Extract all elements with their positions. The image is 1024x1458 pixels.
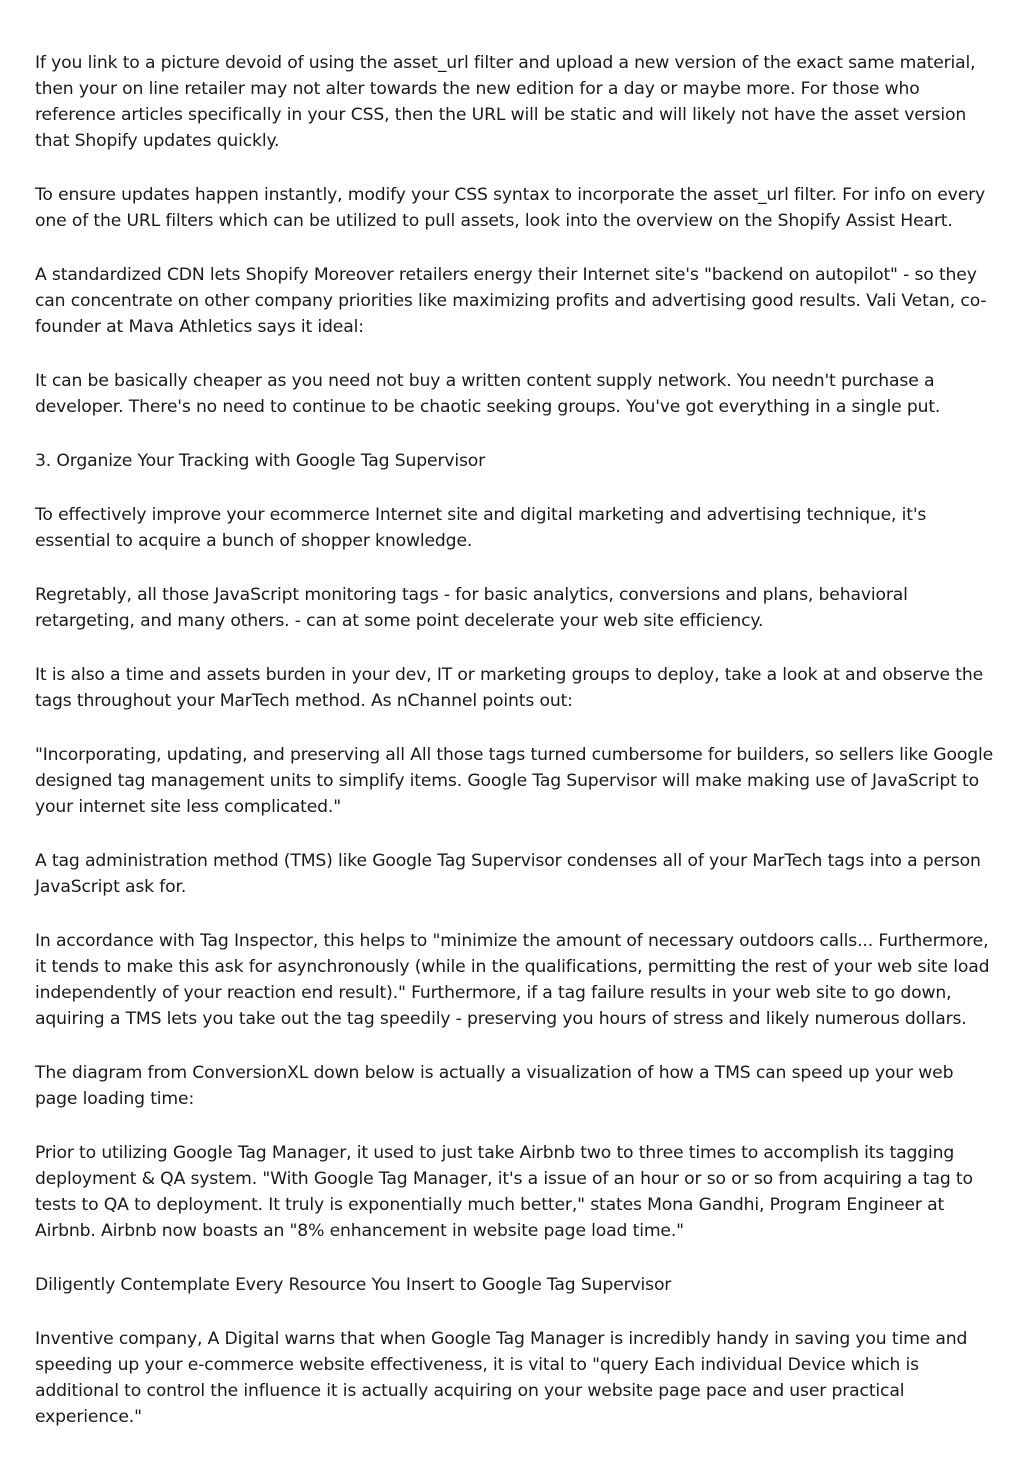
paragraph-time-burden: It is also a time and assets burden in your dev, IT or marketing groups to deploy, take a look at and observe the tags throughout your MarTech method. As nChannel points out: bbox=[35, 665, 984, 711]
paragraph-standardized-cdn: A standardized CDN lets Shopify Moreover retailers energy their Internet site's "backend on autopilot" - so they can concentrate on other company priorities like maximizing profits and advertising good results. Vali Vetan, co-founder at Mava Athletics says it ideal: bbox=[35, 265, 987, 337]
paragraph-nchannel-quote: "Incorporating, updating, and preserving all All those tags turned cumbersome for builders, so sellers like Google designed tag management units to simplify items. Google Tag Supervisor will make making use of JavaScript to your internet site less complicated." bbox=[35, 745, 994, 817]
section-heading-tag-supervisor: 3. Organize Your Tracking with Google Tag Supervisor bbox=[35, 451, 486, 471]
article-body bbox=[35, 50, 993, 1458]
paragraph-shopper-knowledge: To effectively improve your ecommerce Internet site and digital marketing and advertising technique, it's essential to acquire a bunch of shopper knowledge. bbox=[35, 505, 927, 551]
paragraph-a-digital-warning: Inventive company, A Digital warns that when Google Tag Manager is incredibly handy in saving you time and speeding up your e-commerce website effectiveness, it is vital to "query Each individual Device which is additional to control the influence it is actually acquiring on your website page pace and user practical experience." bbox=[35, 1329, 968, 1427]
paragraph-airbnb: Prior to utilizing Google Tag Manager, it used to just take Airbnb two to three times to accomplish its tagging deployment & QA system. "With Google Tag Manager, it's a issue of an hour or so or so from acquiring a tag to tests to QA to deployment. It truly is exponentially much better," states Mona Gandhi, Program Engineer at Airbnb. Airbnb now boasts an "8% enhancement in website page load time." bbox=[35, 1143, 973, 1241]
paragraph-monitoring-tags: Regretably, all those JavaScript monitoring tags - for basic analytics, conversions and plans, behavioral retargeting, and many others. - can at some point decelerate your web site efficiency. bbox=[35, 585, 908, 631]
paragraph-conversionxl-diagram: The diagram from ConversionXL down below is actually a visualization of how a TMS can speed up your web page loading time: bbox=[35, 1063, 954, 1109]
section-heading-contemplate-resource: Diligently Contemplate Every Resource You Insert to Google Tag Supervisor bbox=[35, 1275, 672, 1295]
paragraph-asset-url-link: If you link to a picture devoid of using the asset_url filter and upload a new version of the exact same material, then your on line retailer may not alter towards the new edition for a day or maybe more. For those who reference articles specifically in your CSS, then the URL will be static and will likely not have the asset version that Shopify updates quickly. bbox=[35, 53, 976, 151]
paragraph-quote-cheaper: It can be basically cheaper as you need not buy a written content supply network. You needn't purchase a developer. There's no need to continue to be chaotic seeking groups. You've got everything in a single put. bbox=[35, 371, 941, 417]
paragraph-css-syntax: To ensure updates happen instantly, modify your CSS syntax to incorporate the asset_url filter. For info on every one of the URL filters which can be utilized to pull assets, look into the overview on the Shopify Assist Heart. bbox=[35, 185, 986, 231]
paragraph-tms-definition: A tag administration method (TMS) like Google Tag Supervisor condenses all of your MarTech tags into a person JavaScript ask for. bbox=[35, 851, 981, 897]
paragraph-tag-inspector: In accordance with Tag Inspector, this helps to "minimize the amount of necessary outdoors calls... Furthermore, it tends to make this ask for asynchronously (while in the qualifications, permitting the rest of your web site load independently of your reaction end result)." Furthermore, if a tag failure results in your web site to go down, aquiring a TMS lets you take out the tag speedily - preserving you hours of stress and likely numerous dollars. bbox=[35, 931, 990, 1029]
